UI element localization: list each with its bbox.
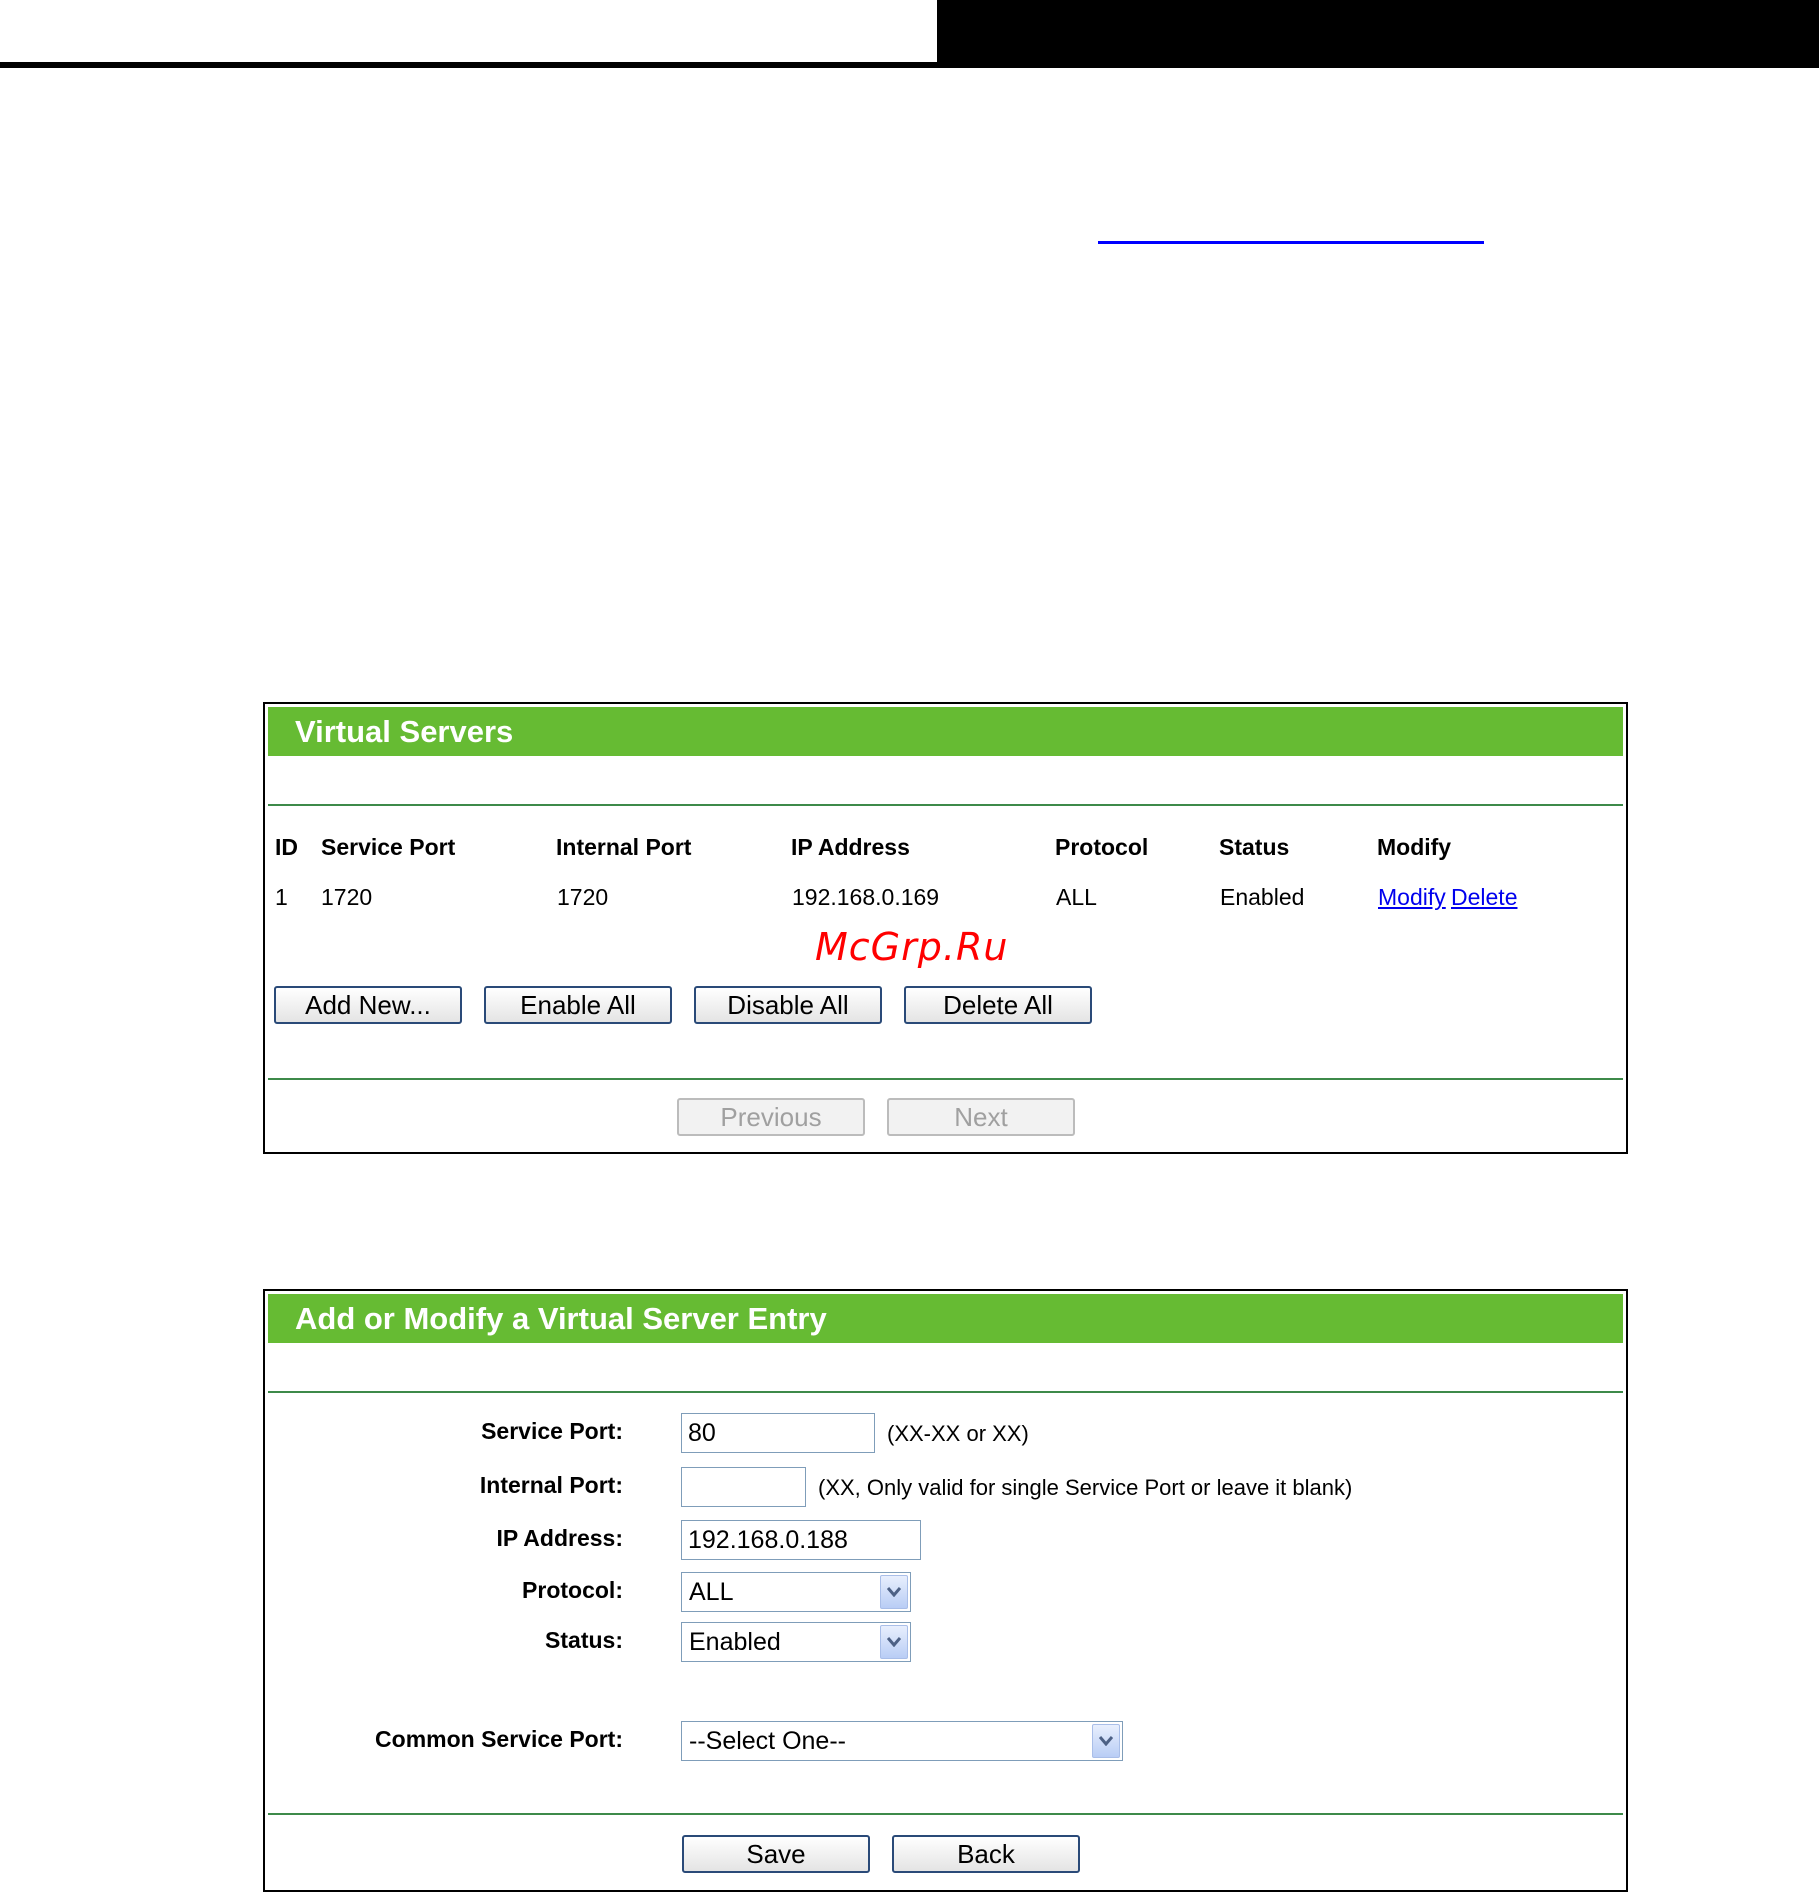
status-label: Status: bbox=[545, 1627, 623, 1653]
delete-all-button[interactable]: Delete All bbox=[904, 986, 1092, 1024]
modify-link[interactable]: Modify bbox=[1378, 884, 1446, 910]
divider bbox=[268, 1078, 1623, 1080]
virtual-servers-title: Virtual Servers bbox=[268, 707, 1623, 756]
service-port-hint: (XX-XX or XX) bbox=[887, 1421, 1029, 1446]
divider bbox=[268, 1813, 1623, 1815]
page-header-rule bbox=[0, 62, 937, 68]
column-header-id: ID bbox=[275, 834, 298, 860]
enable-all-button[interactable]: Enable All bbox=[484, 986, 672, 1024]
service-port-input[interactable] bbox=[681, 1413, 875, 1453]
cell-protocol: ALL bbox=[1056, 884, 1097, 910]
chevron-down-icon[interactable] bbox=[1092, 1724, 1120, 1758]
divider bbox=[268, 1391, 1623, 1393]
watermark: McGrp.Ru bbox=[815, 925, 1009, 969]
protocol-label: Protocol: bbox=[522, 1577, 623, 1603]
add-new-button[interactable]: Add New... bbox=[274, 986, 462, 1024]
column-header-service-port: Service Port bbox=[321, 834, 456, 860]
ip-address-label: IP Address: bbox=[496, 1525, 623, 1551]
column-header-modify: Modify bbox=[1377, 834, 1452, 860]
column-header-internal-port: Internal Port bbox=[556, 834, 692, 860]
column-header-ip-address: IP Address bbox=[791, 834, 910, 860]
column-header-status: Status bbox=[1219, 834, 1290, 860]
protocol-selected-value: ALL bbox=[689, 1578, 734, 1606]
status-select[interactable] bbox=[681, 1622, 911, 1662]
back-button[interactable]: Back bbox=[892, 1835, 1080, 1873]
chevron-down-icon[interactable] bbox=[880, 1575, 908, 1609]
cell-ip-address: 192.168.0.169 bbox=[792, 884, 940, 910]
cell-status: Enabled bbox=[1220, 884, 1305, 910]
common-service-port-select[interactable] bbox=[681, 1721, 1123, 1761]
chevron-down-icon[interactable] bbox=[880, 1625, 908, 1659]
document-link-underline bbox=[1098, 241, 1484, 244]
previous-button[interactable]: Previous bbox=[677, 1098, 865, 1136]
internal-port-label: Internal Port: bbox=[479, 1472, 623, 1498]
column-header-protocol: Protocol bbox=[1055, 834, 1149, 860]
cell-internal-port: 1720 bbox=[557, 884, 609, 910]
entry-form-title: Add or Modify a Virtual Server Entry bbox=[268, 1294, 1623, 1343]
protocol-select[interactable] bbox=[681, 1572, 911, 1612]
disable-all-button[interactable]: Disable All bbox=[694, 986, 882, 1024]
cell-id: 1 bbox=[275, 884, 288, 910]
divider bbox=[268, 804, 1623, 806]
common-service-port-selected-value: --Select One-- bbox=[689, 1727, 846, 1755]
common-service-port-label: Common Service Port: bbox=[375, 1726, 623, 1752]
internal-port-input[interactable] bbox=[681, 1467, 806, 1507]
entry-form-panel bbox=[263, 1289, 1628, 1892]
cell-service-port: 1720 bbox=[321, 884, 373, 910]
delete-link[interactable]: Delete bbox=[1451, 884, 1518, 910]
page-header-block bbox=[937, 0, 1819, 68]
status-selected-value: Enabled bbox=[689, 1628, 781, 1656]
service-port-label: Service Port: bbox=[481, 1418, 623, 1444]
save-button[interactable]: Save bbox=[682, 1835, 870, 1873]
internal-port-hint: (XX, Only valid for single Service Port or leave it blank) bbox=[818, 1475, 1353, 1500]
next-button[interactable]: Next bbox=[887, 1098, 1075, 1136]
ip-address-input[interactable] bbox=[681, 1520, 921, 1560]
